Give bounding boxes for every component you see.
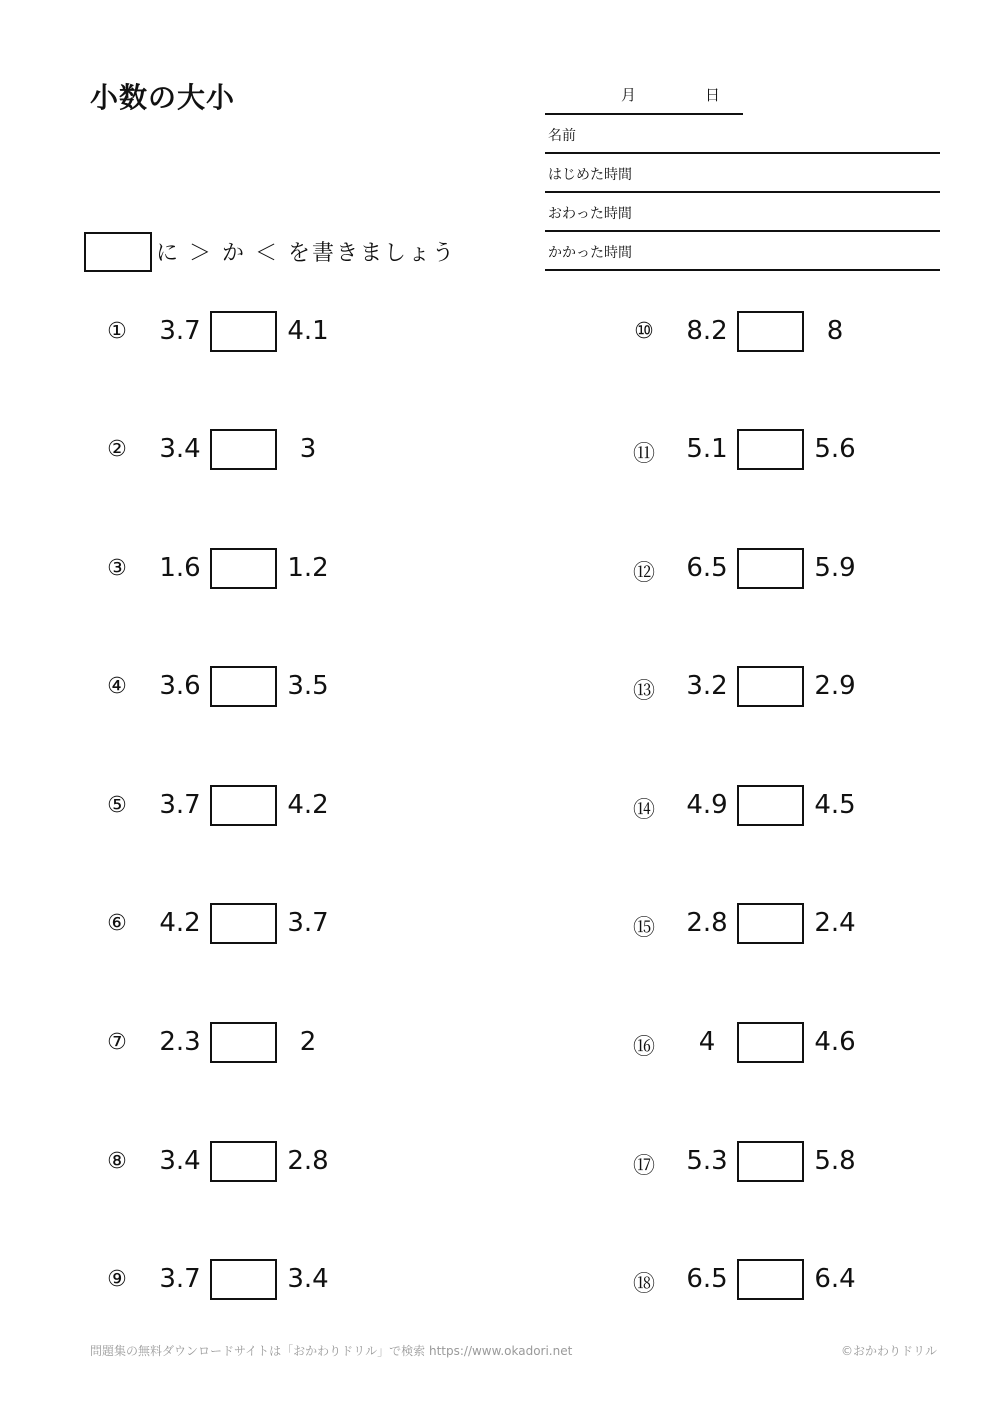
left-value: 2.8 bbox=[686, 908, 728, 938]
left-value: 2.3 bbox=[159, 1027, 201, 1057]
answer-box[interactable] bbox=[737, 1141, 804, 1182]
end-time-row[interactable] bbox=[545, 193, 940, 232]
right-value: 2.8 bbox=[287, 1146, 329, 1176]
answer-box[interactable] bbox=[737, 903, 804, 944]
answer-box[interactable] bbox=[210, 311, 277, 352]
problem-number: ④ bbox=[107, 674, 127, 699]
answer-box[interactable] bbox=[210, 548, 277, 589]
answer-box[interactable] bbox=[737, 429, 804, 470]
problem-number: ⑯ bbox=[632, 1035, 655, 1060]
left-value: 3.4 bbox=[159, 1146, 201, 1176]
right-value: 2.9 bbox=[814, 671, 856, 701]
left-value: 5.1 bbox=[686, 434, 728, 464]
left-value: 1.6 bbox=[159, 553, 201, 583]
date-row bbox=[545, 78, 743, 115]
problem-number: ⑦ bbox=[107, 1030, 127, 1055]
start-time-label: はじめた時間 bbox=[548, 167, 632, 183]
problem-9 bbox=[100, 1259, 420, 1303]
problem-number: ⑧ bbox=[107, 1149, 127, 1174]
problem-8 bbox=[100, 1141, 420, 1185]
problem-14 bbox=[627, 785, 947, 829]
answer-box[interactable] bbox=[210, 666, 277, 707]
instruction-text: に ＞ か ＜ を書きましょう bbox=[156, 241, 456, 266]
name-row[interactable] bbox=[545, 115, 940, 154]
problem-number: ⑥ bbox=[107, 911, 127, 936]
right-value: 2.4 bbox=[814, 908, 856, 938]
right-value: 4.5 bbox=[814, 790, 856, 820]
problem-18 bbox=[627, 1259, 947, 1303]
footer-note: 問題集の無料ダウンロードサイトは「おかわりドリル」で検索 https://www.okadori.net bbox=[90, 1344, 573, 1358]
day-label: 日 bbox=[705, 86, 721, 104]
left-value: 6.5 bbox=[686, 1264, 728, 1294]
left-value: 3.2 bbox=[686, 671, 728, 701]
right-value: 5.8 bbox=[814, 1146, 856, 1176]
answer-box[interactable] bbox=[210, 1022, 277, 1063]
problem-number: ⑪ bbox=[632, 442, 655, 467]
answer-box[interactable] bbox=[737, 1022, 804, 1063]
answer-box[interactable] bbox=[210, 903, 277, 944]
problem-4 bbox=[100, 666, 420, 710]
elapsed-time-row[interactable] bbox=[545, 232, 940, 271]
right-value: 4.1 bbox=[287, 316, 329, 346]
right-value: 8 bbox=[826, 316, 844, 346]
problem-number: ⑨ bbox=[107, 1267, 127, 1292]
left-value: 3.4 bbox=[159, 434, 201, 464]
answer-box[interactable] bbox=[737, 311, 804, 352]
problem-6 bbox=[100, 903, 420, 947]
answer-box[interactable] bbox=[210, 1259, 277, 1300]
problem-number: ⑩ bbox=[634, 319, 654, 344]
student-info-panel bbox=[545, 78, 940, 273]
problem-number: ② bbox=[107, 437, 127, 462]
left-value: 4.9 bbox=[686, 790, 728, 820]
problem-number: ① bbox=[107, 319, 127, 344]
worksheet-title: 小数の大小 bbox=[90, 81, 236, 114]
answer-box[interactable] bbox=[737, 548, 804, 589]
answer-box[interactable] bbox=[210, 785, 277, 826]
right-value: 3.4 bbox=[287, 1264, 329, 1294]
problem-13 bbox=[627, 666, 947, 710]
right-value: 3.7 bbox=[287, 908, 329, 938]
answer-box[interactable] bbox=[737, 785, 804, 826]
left-value: 3.6 bbox=[159, 671, 201, 701]
problem-number: ⑫ bbox=[632, 561, 655, 586]
problem-12 bbox=[627, 548, 947, 592]
problem-2 bbox=[100, 429, 420, 473]
left-value: 4.2 bbox=[159, 908, 201, 938]
problem-5 bbox=[100, 785, 420, 829]
problem-number: ⑭ bbox=[632, 798, 655, 823]
problem-1 bbox=[100, 311, 420, 355]
left-value: 4 bbox=[698, 1027, 716, 1057]
answer-box[interactable] bbox=[210, 429, 277, 470]
answer-box[interactable] bbox=[210, 1141, 277, 1182]
right-value: 3 bbox=[299, 434, 317, 464]
right-value: 1.2 bbox=[287, 553, 329, 583]
answer-box[interactable] bbox=[737, 1259, 804, 1300]
copyright: ©おかわりドリル bbox=[840, 1344, 937, 1358]
left-value: 5.3 bbox=[686, 1146, 728, 1176]
right-value: 5.6 bbox=[814, 434, 856, 464]
problem-number: ③ bbox=[107, 556, 127, 581]
month-label: 月 bbox=[621, 86, 637, 104]
right-value: 6.4 bbox=[814, 1264, 856, 1294]
problem-15 bbox=[627, 903, 947, 947]
left-value: 3.7 bbox=[159, 1264, 201, 1294]
start-time-row[interactable] bbox=[545, 154, 940, 193]
left-value: 3.7 bbox=[159, 316, 201, 346]
problem-number: ⑱ bbox=[632, 1272, 655, 1297]
left-value: 8.2 bbox=[686, 316, 728, 346]
problem-11 bbox=[627, 429, 947, 473]
example-answer-box bbox=[84, 232, 152, 272]
problem-3 bbox=[100, 548, 420, 592]
right-value: 3.5 bbox=[287, 671, 329, 701]
problem-number: ⑤ bbox=[107, 793, 127, 818]
answer-box[interactable] bbox=[737, 666, 804, 707]
problem-7 bbox=[100, 1022, 420, 1066]
problem-16 bbox=[627, 1022, 947, 1066]
right-value: 4.2 bbox=[287, 790, 329, 820]
problem-number: ⑮ bbox=[632, 916, 655, 941]
left-value: 6.5 bbox=[686, 553, 728, 583]
problem-number: ⑬ bbox=[632, 679, 655, 704]
name-label: 名前 bbox=[548, 128, 576, 144]
elapsed-time-label: かかった時間 bbox=[548, 245, 632, 261]
right-value: 4.6 bbox=[814, 1027, 856, 1057]
end-time-label: おわった時間 bbox=[548, 206, 632, 222]
right-value: 2 bbox=[299, 1027, 317, 1057]
problem-number: ⑰ bbox=[632, 1154, 655, 1179]
problem-17 bbox=[627, 1141, 947, 1185]
right-value: 5.9 bbox=[814, 553, 856, 583]
left-value: 3.7 bbox=[159, 790, 201, 820]
problem-10 bbox=[627, 311, 947, 355]
